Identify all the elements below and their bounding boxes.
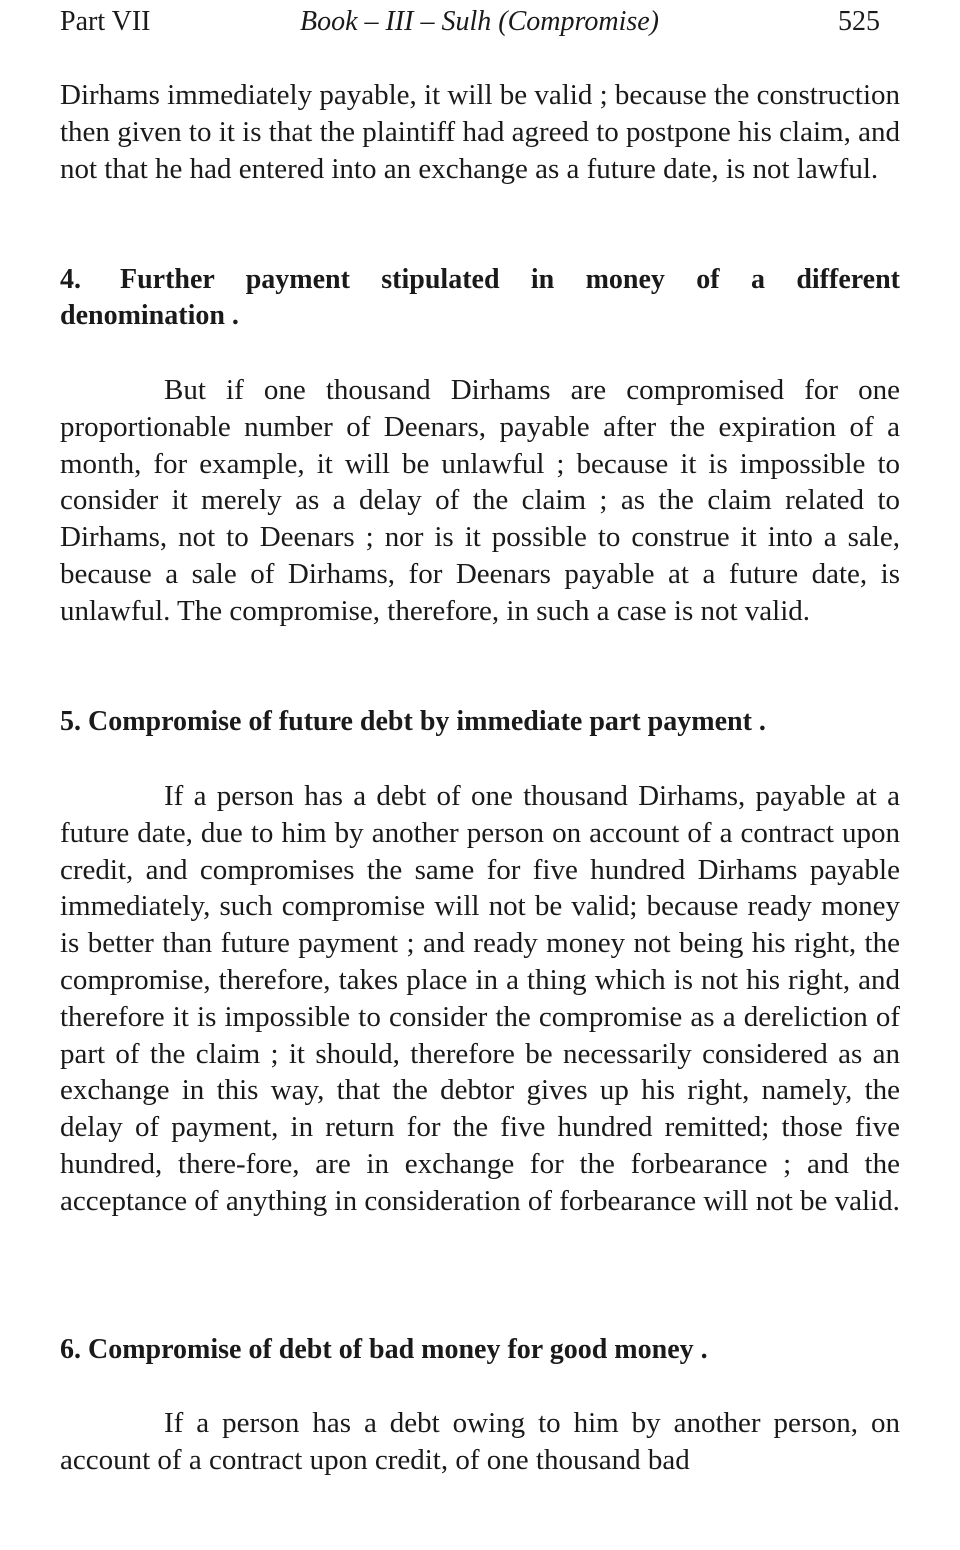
running-header — [60, 2, 900, 42]
section-6-title: Compromise of debt of bad money for good money . — [88, 1334, 708, 1365]
section-5-heading — [60, 704, 900, 740]
section-6-heading — [60, 1332, 900, 1368]
part-label: Part VII — [60, 6, 151, 37]
section-4-body: But if one thousand Dirhams are compromised for one proportionable number of Deenars, payable after the expiration of a month, for example, it will be unlawful ; because it is impossible to consider it merely as a delay of the claim ; as the claim related to Dirhams, not to Deenars ; nor is it possible to construe it into a sale, because a sale of Dirhams, for Deenars payable at a future date, is unlawful. The compromise, therefore, in such a case is not valid. — [60, 374, 900, 627]
section-4-heading — [60, 262, 900, 334]
section-4-title: Further payment stipulated in money of a different denomination . — [60, 264, 900, 331]
section-6-body: If a person has a debt owing to him by another person, on account of a contract upon credit, of one thousand bad — [60, 1407, 900, 1476]
section-4-number: 4. — [60, 264, 81, 295]
page-number: 525 — [838, 6, 880, 37]
section-5-number: 5. — [60, 706, 81, 737]
section-6-number: 6. — [60, 1334, 81, 1365]
section-5-title: Compromise of future debt by immediate part payment . — [88, 706, 766, 737]
book-title: Book – III – Sulh (Compromise) — [300, 6, 660, 37]
section-5-body: If a person has a debt of one thousand Dirhams, payable at a future date, due to him by another person on account of a contract upon credit, and compromises the same for five hundred Dirhams payable immediately, such compromise will not be valid; because ready money is better than future payment ; and ready money not being his right, the compromise, therefore, takes place in a thing which is not his right, and therefore it is impossible to consider the compromise as a dereliction of part of the claim ; it should, therefore be necessarily considered as an exchange in this way, that the debtor gives up his right, namely, the delay of payment, in return for the five hundred remitted; those five hundred, there-fore, are in exchange for the forbearance ; and the acceptance of anything in consideration of forbearance will not be valid. — [60, 780, 900, 1217]
continuation-paragraph: Dirhams immediately payable, it will be valid ; because the construction then given to it is that the plaintiff had agreed to postpone his claim, and not that he had entered into an exchange as a future date, is not lawful. — [60, 79, 900, 185]
